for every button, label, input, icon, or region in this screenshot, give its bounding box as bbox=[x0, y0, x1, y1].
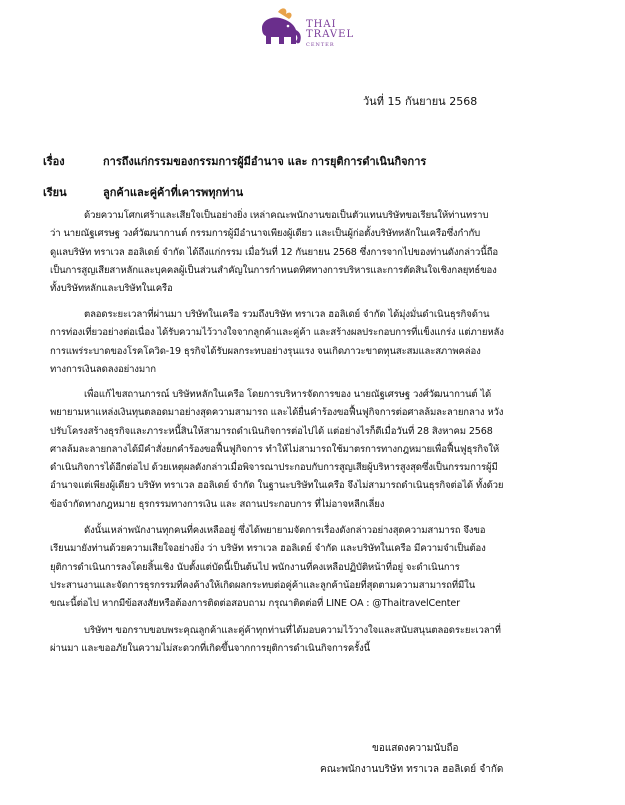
closing-text: ขอแสดงความนับถือ bbox=[372, 743, 459, 754]
paragraph-line: ตลอดระยะเวลาที่ผ่านมา บริษัทในเครือ รวมถึงบริษัท ทราเวล ฮอลิเดย์ จำกัด ได้มุ่งมั่นดำเนินธุรกิจด้าน bbox=[84, 309, 490, 320]
paragraph-line: ดังนั้นเหล่าพนักงานทุกคนที่คงเหลืออยู่ ซึ่งได้พยายามจัดการเรื่องดังกล่าวอย่างสุดความสามารถ จึงขอ bbox=[84, 525, 486, 536]
logo-line-1: THAI bbox=[306, 19, 337, 30]
paragraph-line: ผ่านมา และขออภัยในความไม่สะดวกที่เกิดขึ้นจากการยุติการดำเนินกิจการครั้งนี้ bbox=[50, 643, 371, 655]
paragraph-line: ปรับโครงสร้างธุรกิจและภาระหนี้สินให้สามารถดำเนินกิจการต่อไปได้ แต่อย่างไรก็ดีเมื่อวันที่ 28 สิงหาคม 2568 bbox=[50, 425, 493, 437]
paragraph-line: พยายามหาแหล่งเงินทุนตลอดมาอย่างสุดความสามารถ และได้ยื่นคำร้องขอฟื้นฟูกิจการต่อศาลล้มละลายกลาง หวัง bbox=[50, 407, 504, 419]
paragraph-2 bbox=[50, 306, 572, 379]
paragraph-line: ประสานงานและจัดการธุรกรรมที่คงค้างให้เกิดผลกระทบต่อคู่ค้าและลูกค้าน้อยที่สุดตามความสามารถที่มีใน bbox=[50, 579, 476, 591]
paragraph-line: ทั้งบริษัทหลักและบริษัทในเครือ bbox=[50, 283, 173, 295]
paragraph-line: ว่า นายณัฐเศรษฐ วงศ์วัฒนากานต์ กรรมการผู้มีอำนาจเพียงผู้เดียว และเป็นผู้ก่อตั้งบริษัทหลักในเครือซึ่งกำกับ bbox=[50, 228, 481, 240]
paragraph-4 bbox=[50, 522, 572, 613]
letter-date: วันที่ 15 กันยายน 2568 bbox=[363, 95, 478, 108]
subject-line bbox=[43, 152, 426, 170]
paragraph-5 bbox=[50, 622, 572, 659]
signature-text: คณะพนักงานบริษัท ทราเวล ฮอลิเดย์ จำกัด bbox=[320, 764, 504, 775]
paragraph-line: เป็นการสูญเสียสาหลักและบุคคลผู้เป็นส่วนสำคัญในการกำหนดทิศทางการบริหารและการตัดสินใจเชิงกลยุทธ์ของ bbox=[50, 264, 497, 276]
logo-line-3: CENTER bbox=[306, 42, 335, 48]
paragraph-3 bbox=[50, 386, 572, 514]
paragraph-line: ขณะนี้ต่อไป หากมีข้อสงสัยหรือต้องการติดต่อสอบถาม กรุณาติดต่อที่ LINE OA : @ThaitravelCenter bbox=[50, 598, 460, 610]
salutation-text: ลูกค้าและคู่ค้าที่เคารพทุกท่าน bbox=[103, 186, 244, 199]
paragraph-line: ดำเนินกิจการได้อีกต่อไป ด้วยเหตุผลดังกล่าวเมื่อพิจารณาประกอบกับการสูญเสียผู้บริหารสูงสุดซึ่งเป็นกรรมการผู้มี bbox=[50, 462, 498, 474]
paragraph-line: ยุติการดำเนินการลงโดยสิ้นเชิง นับตั้งแต่บัดนี้เป็นต้นไป พนักงานที่คงเหลือปฏิบัติหน้าที่อยู่ จะดำเนินการ bbox=[50, 561, 460, 573]
paragraph-line: บริษัทฯ ขอกราบขอบพระคุณลูกค้าและคู่ค้าทุกท่านที่ได้มอบความไว้วางใจและสนับสนุนตลอดระยะเวลาที่ bbox=[84, 625, 501, 636]
paragraph-line: อำนาจแต่เพียงผู้เดียว บริษัท ทราเวล ฮอลิเดย์ จำกัด ในฐานะบริษัทในเครือ จึงไม่สามารถดำเนินธุรกิจต่อได้ ทั้งด้วย bbox=[50, 480, 504, 492]
paragraph-line: ทางการเงินลดลงอย่างมาก bbox=[50, 363, 156, 375]
company-logo bbox=[258, 6, 378, 58]
logo-line-2: TRAVEL bbox=[306, 29, 355, 40]
logo-wordmark bbox=[306, 20, 354, 50]
paragraph-line: เพื่อแก้ไขสถานการณ์ บริษัทหลักในเครือ โดยการบริหารจัดการของ นายณัฐเศรษฐ วงศ์วัฒนากานต์ ได้ bbox=[84, 389, 492, 400]
salutation-line bbox=[43, 183, 243, 201]
subject-text: การถึงแก่กรรมของกรรมการผู้มีอำนาจ และ การยุติการดำเนินกิจการ bbox=[103, 155, 427, 168]
paragraph-line: ด้วยความโศกเศร้าและเสียใจเป็นอย่างยิ่ง เหล่าคณะพนักงานขอเป็นตัวแทนบริษัทขอเรียนให้ท่านทราบ bbox=[84, 210, 489, 221]
subject-label: เรื่อง bbox=[43, 155, 65, 168]
paragraph-line: ข้อจำกัดทางกฎหมาย ธุรกรรมทางการเงิน และ สถานประกอบการ ที่ไม่อาจหลีกเลี่ยง bbox=[50, 498, 385, 510]
paragraph-1 bbox=[50, 207, 572, 298]
salutation-label: เรียน bbox=[43, 186, 67, 199]
paragraph-line: เรียนมายังท่านด้วยความเสียใจอย่างยิ่ง ว่า บริษัท ทราเวล ฮอลิเดย์ จำกัด และบริษัทในเครือ มีความจำเป็นต้อง bbox=[50, 543, 486, 555]
elephant-logo-icon bbox=[258, 6, 306, 50]
paragraph-line: การท่องเที่ยวอย่างต่อเนื่อง ได้รับความไว้วางใจจากลูกค้าและคู่ค้า และสร้างผลประกอบการที่แข็งแกร่ง แต่ภายหลัง bbox=[50, 327, 504, 339]
paragraph-line: ศาลล้มละลายกลางได้มีคำสั่งยกคำร้องขอฟื้นฟูกิจการ ทำให้ไม่สามารถใช้มาตรการทางกฎหมายเพื่อฟื้นฟูธุรกิจให้ bbox=[50, 443, 500, 455]
paragraph-line: ดูแลบริษัท ทราเวล ฮอลิเดย์ จำกัด ได้ถึงแก่กรรม เมื่อวันที่ 12 กันยายน 2568 ซึ่งการจากไปของท่านดังกล่าวนี้ถือ bbox=[50, 246, 498, 258]
paragraph-line: การแพร่ระบาดของโรคโควิด-19 ธุรกิจได้รับผลกระทบอย่างรุนแรง จนเกิดภาวะขาดทุนสะสมและสภาพคล่อง bbox=[50, 345, 481, 357]
